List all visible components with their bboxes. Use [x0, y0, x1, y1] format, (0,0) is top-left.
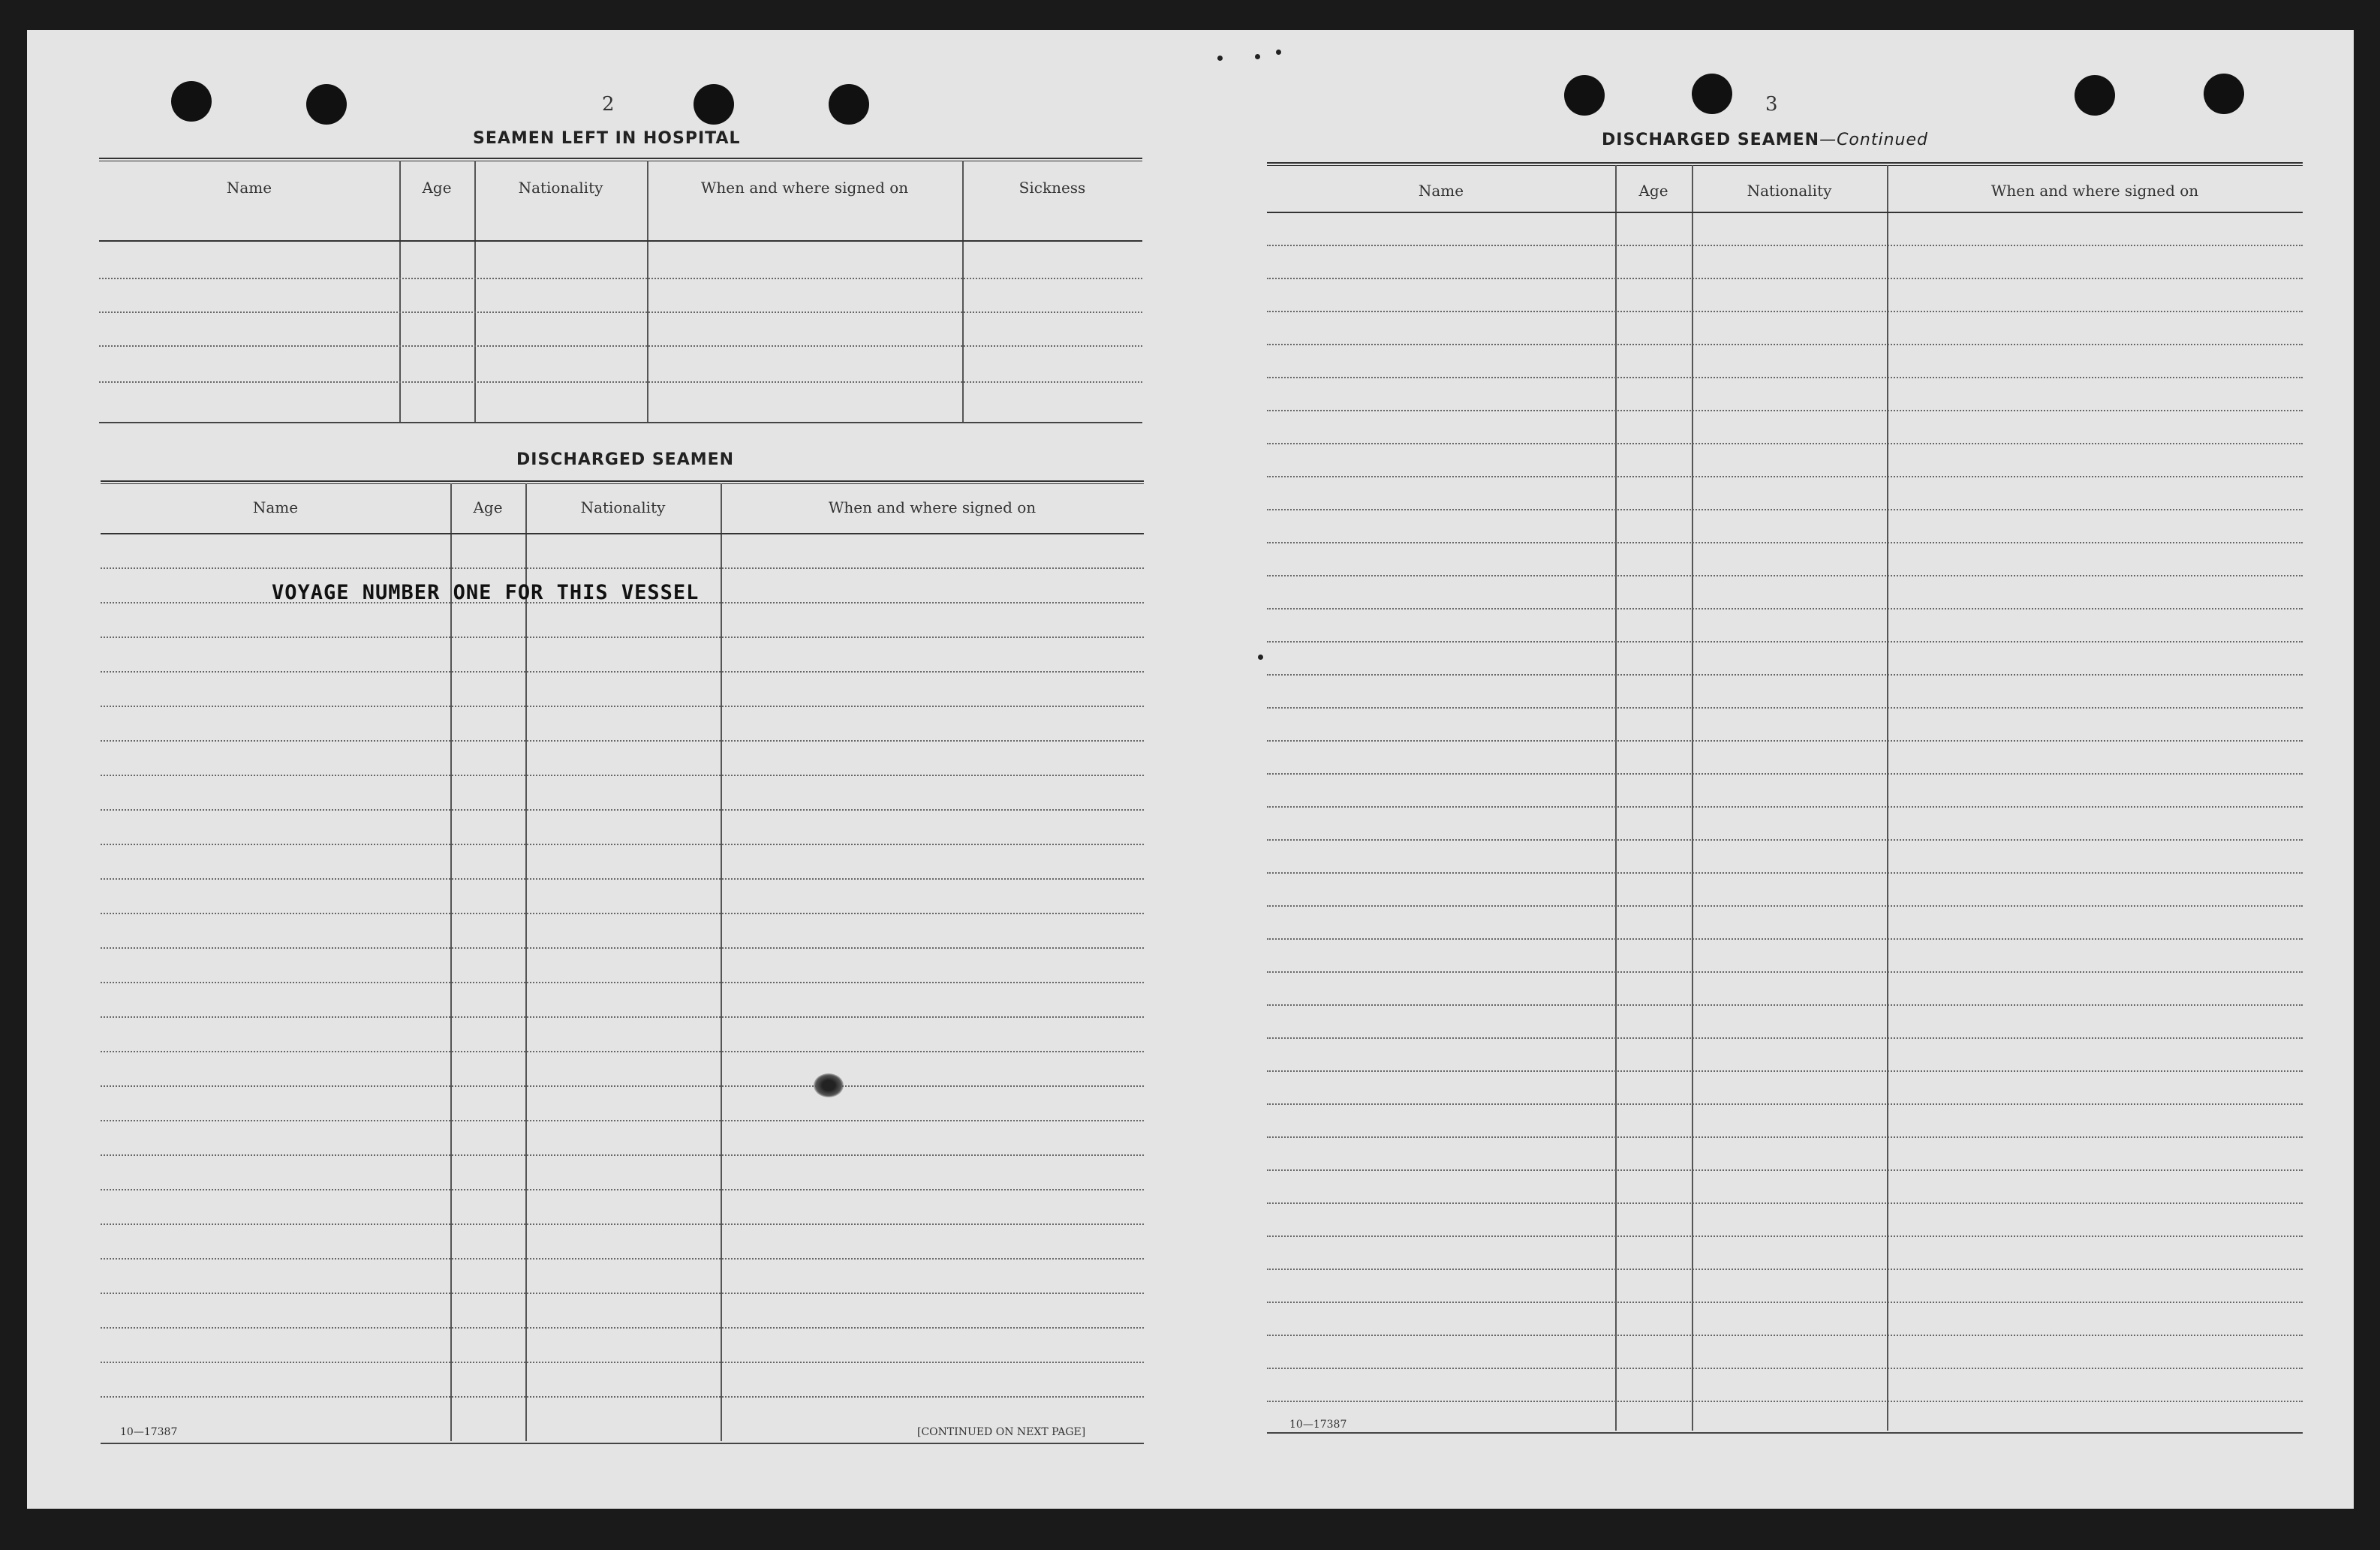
- form-number-left: 10—17387: [120, 1426, 178, 1438]
- speck: [1217, 56, 1223, 61]
- continued-note: [CONTINUED ON NEXT PAGE]: [917, 1426, 1086, 1438]
- column-header-age: Age: [1638, 182, 1668, 200]
- column-header-name: Name: [1418, 182, 1464, 200]
- punch-hole: [1692, 74, 1732, 114]
- speck: [1258, 655, 1263, 660]
- title-suffix: —Continued: [1819, 131, 1928, 149]
- ink-blot: [814, 1073, 844, 1097]
- form-number-right: 10—17387: [1289, 1419, 1347, 1431]
- discharged-continued-title: [1602, 131, 1928, 149]
- column-header-name: Name: [226, 179, 272, 197]
- document-sheet: [27, 30, 2354, 1509]
- page-number-right: 3: [1765, 93, 1778, 116]
- punch-hole: [694, 84, 734, 125]
- column-header-nationality: Nationality: [518, 179, 603, 197]
- column-header-sickness: Sickness: [1018, 179, 1086, 197]
- punch-hole: [2075, 75, 2115, 116]
- typed-voyage-entry: VOYAGE NUMBER ONE FOR THIS VESSEL: [272, 581, 700, 604]
- column-header-name: Name: [252, 498, 299, 516]
- discharged-section-title: DISCHARGED SEAMEN: [516, 450, 735, 469]
- column-header-nationality: Nationality: [1747, 182, 1832, 200]
- speck: [1276, 50, 1281, 55]
- page-number-left: 2: [602, 93, 615, 116]
- punch-hole: [171, 81, 212, 122]
- punch-hole: [306, 84, 347, 125]
- column-header-signed-on: When and where signed on: [828, 498, 1037, 516]
- punch-hole: [2204, 74, 2244, 114]
- hospital-table: [99, 158, 1142, 428]
- column-header-signed-on: When and where signed on: [700, 179, 909, 197]
- column-header-nationality: Nationality: [580, 498, 666, 516]
- discharged-table-left: [101, 480, 1144, 1449]
- column-header-signed-on: When and where signed on: [1990, 182, 2199, 200]
- column-header-age: Age: [422, 179, 452, 197]
- punch-hole: [829, 84, 869, 125]
- discharged-table-right: [1267, 162, 2303, 1438]
- punch-hole: [1564, 75, 1605, 116]
- title-main: DISCHARGED SEAMEN: [1602, 131, 1820, 149]
- hospital-section-title: SEAMEN LEFT IN HOSPITAL: [473, 129, 741, 148]
- speck: [1255, 54, 1260, 59]
- column-header-age: Age: [473, 498, 503, 516]
